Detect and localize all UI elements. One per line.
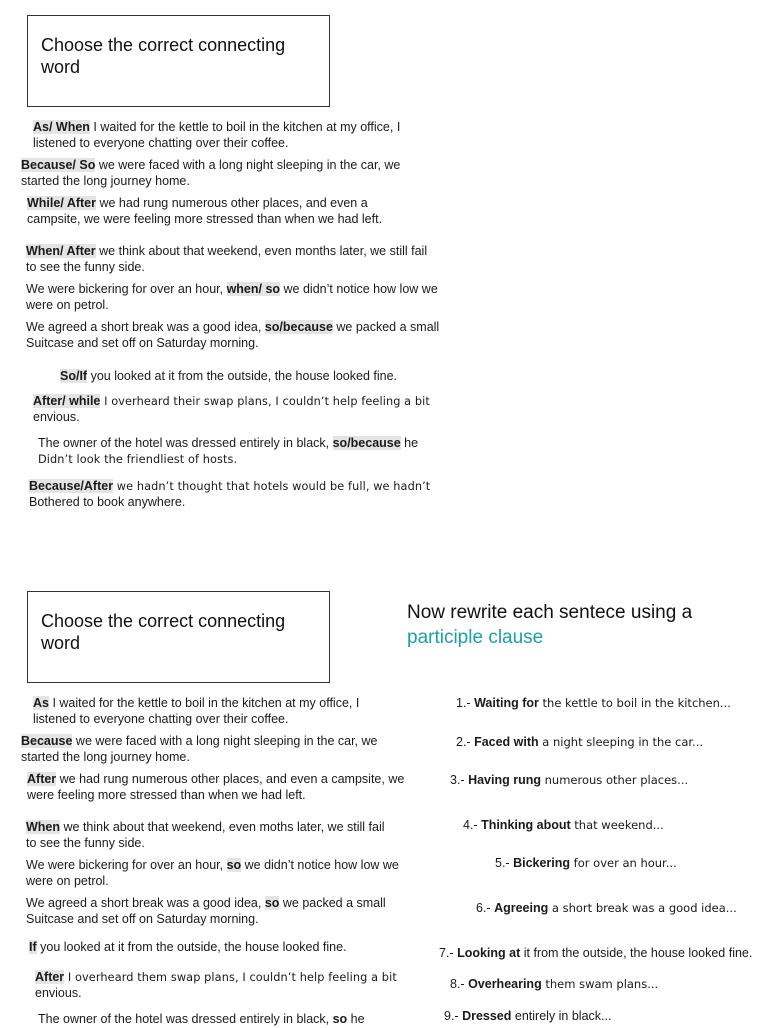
exercise-title: Choose the correct connecting word [41,35,286,77]
connector-choice: so/because [332,436,401,450]
sentence-text: were on petrol. [26,873,109,888]
sentence-text: Bothered to book anywhere. [29,494,186,509]
connector-choice: When/ After [26,244,96,258]
item-number: 2.- [456,735,475,749]
key-sentence-3 [27,772,404,803]
item-number: 3.- [450,773,469,787]
sentence-text: we didn’t notice how low we [280,282,438,296]
sentence-text: The owner of the hotel was dressed entirely in black, [38,1012,333,1026]
sentence-text: were feeling more stressed than when we had left. [27,787,306,802]
item-number: 8.- [450,977,469,991]
participle: Thinking about [481,818,571,832]
item-text: numerous other places... [540,773,689,787]
item-number: 6.- [476,901,495,915]
item-number: 9.- [444,1009,463,1023]
sentence-text: I overheard their swap plans, I couldn’t help feeling a bit [100,395,430,408]
sentence-text: We were bickering for over an hour, [26,858,227,872]
sentence-text: we had rung numerous other places, and even a [95,196,368,210]
rewrite-item-3 [450,773,688,788]
sentence-text: he [347,1012,365,1026]
rewrite-heading-text: Now rewrite each sentece using a [407,602,693,623]
exercise-sentence-10 [29,479,430,510]
connector-choice: While/ After [27,196,96,210]
item-number: 1.- [456,696,475,710]
key-sentence-1 [33,696,359,727]
participle: Dressed [462,1009,512,1023]
exercise-sentence-8 [33,394,430,425]
sentence-text: we packed a small [332,320,440,334]
sentence-text: to see the funny side. [26,259,145,274]
key-sentence-7 [29,940,347,956]
sentence-text: we were faced with a long night sleeping in the car, we [95,158,401,172]
exercise-sentence-4 [26,244,427,275]
sentence-text: we think about that weekend, even moths later, we still fail [60,820,385,834]
rewrite-item-6 [476,901,737,916]
connector-choice: Because/After [29,479,114,493]
sentence-text: we were faced with a long night sleeping in the car, we [72,734,378,748]
connector-answer: When [26,820,61,834]
rewrite-item-1 [456,696,731,711]
rewrite-item-5 [495,856,677,871]
exercise-sentence-6 [26,320,439,351]
key-sentence-6 [26,896,386,927]
exercise-sentence-5 [26,282,438,313]
rewrite-heading [407,600,692,650]
sentence-text: started the long journey home. [21,749,190,764]
item-text: entirely in black... [511,1009,612,1023]
rewrite-item-9 [444,1009,611,1024]
sentence-text: you looked at it from the outside, the house looked fine. [36,940,347,954]
sentence-text: we didn’t notice how low we [241,858,399,872]
connector-answer: As [33,696,49,710]
item-text: it from the outside, the house looked fine. [520,946,753,960]
participle: Overhearing [468,977,542,991]
sentence-text: Didn’t look the friendliest of hosts. [38,452,238,466]
item-text: a short break was a good idea... [548,901,737,915]
sentence-text: Suitcase and set off on Saturday morning. [26,911,259,926]
sentence-text: we think about that weekend, even months later, we still fail [95,244,428,258]
sentence-text: listened to everyone chatting over their coffee. [33,135,289,150]
item-text: them swam plans... [541,977,659,991]
sentence-text: started the long journey home. [21,173,190,188]
rewrite-item-7 [439,946,752,961]
exercise-title-box [27,15,330,107]
exercise-sentence-3 [27,196,382,227]
item-text: for over an hour... [570,856,677,870]
sentence-text: envious. [33,409,80,424]
sentence-text: we hadn’t thought that hotels would be full, we hadn’t [113,480,431,493]
key-sentence-2 [21,734,377,765]
rewrite-item-8 [450,977,658,992]
sentence-text: envious. [35,985,82,1000]
item-text: the kettle to boil in the kitchen... [538,696,731,710]
sentence-text: listened to everyone chatting over their coffee. [33,711,289,726]
sentence-text: I overheard them swap plans, I couldn’t help feeling a bit [64,971,397,984]
exercise-sentence-7 [60,369,397,385]
connector-answer: Because [21,734,73,748]
connector-answer: so [332,1012,348,1026]
item-number: 7.- [439,946,458,960]
sentence-text: he [400,436,419,450]
rewrite-item-2 [456,735,703,750]
sentence-text: were on petrol. [26,297,109,312]
connector-choice: So/If [60,369,88,383]
sentence-text: to see the funny side. [26,835,145,850]
sentence-text: campsite, we were feeling more stressed than when we had left. [27,211,383,226]
participle: Looking at [457,946,521,960]
connector-answer: After [27,772,57,786]
connector-answer: so [226,858,242,872]
sentence-text: you looked at it from the outside, the house looked fine. [87,369,398,383]
rewrite-item-4 [463,818,664,833]
key-sentence-5 [26,858,399,889]
connector-choice: As/ When [33,120,90,134]
item-number: 5.- [495,856,514,870]
sentence-text: we had rung numerous other places, and even a campsite, we [56,772,405,786]
key-sentence-8 [35,970,397,1001]
sentence-text: I waited for the kettle to boil in the kitchen at my office, I [89,120,401,134]
participle: Agreeing [494,901,549,915]
rewrite-heading-accent: participle clause [407,627,544,648]
sentence-text: We were bickering for over an hour, [26,282,227,296]
connector-choice: After/ while [33,394,101,408]
sentence-text: we packed a small [279,896,386,910]
connector-answer: If [29,940,37,954]
key-title-box [27,591,330,683]
sentence-text: We agreed a short break was a good idea, [26,320,265,334]
participle: Waiting for [474,696,539,710]
key-sentence-4 [26,820,385,851]
participle: Faced with [474,735,539,749]
sentence-text: We agreed a short break was a good idea, [26,896,265,910]
key-sentence-9 [38,1012,365,1028]
item-text: that weekend... [570,818,664,832]
sentence-text: I waited for the kettle to boil in the kitchen at my office, I [48,696,360,710]
connector-answer: After [35,970,65,984]
connector-choice: so/because [264,320,333,334]
connector-answer: so [264,896,280,910]
key-title: Choose the correct connecting word [41,611,286,653]
item-number: 4.- [463,818,482,832]
exercise-sentence-1 [33,120,400,151]
connector-choice: when/ so [226,282,281,296]
connector-choice: Because/ So [21,158,96,172]
exercise-sentence-2 [21,158,400,189]
participle: Having rung [468,773,541,787]
participle: Bickering [513,856,571,870]
sentence-text: Suitcase and set off on Saturday morning. [26,335,259,350]
sentence-text: The owner of the hotel was dressed entirely in black, [38,436,333,450]
exercise-sentence-9 [38,436,418,467]
item-text: a night sleeping in the car... [538,735,704,749]
